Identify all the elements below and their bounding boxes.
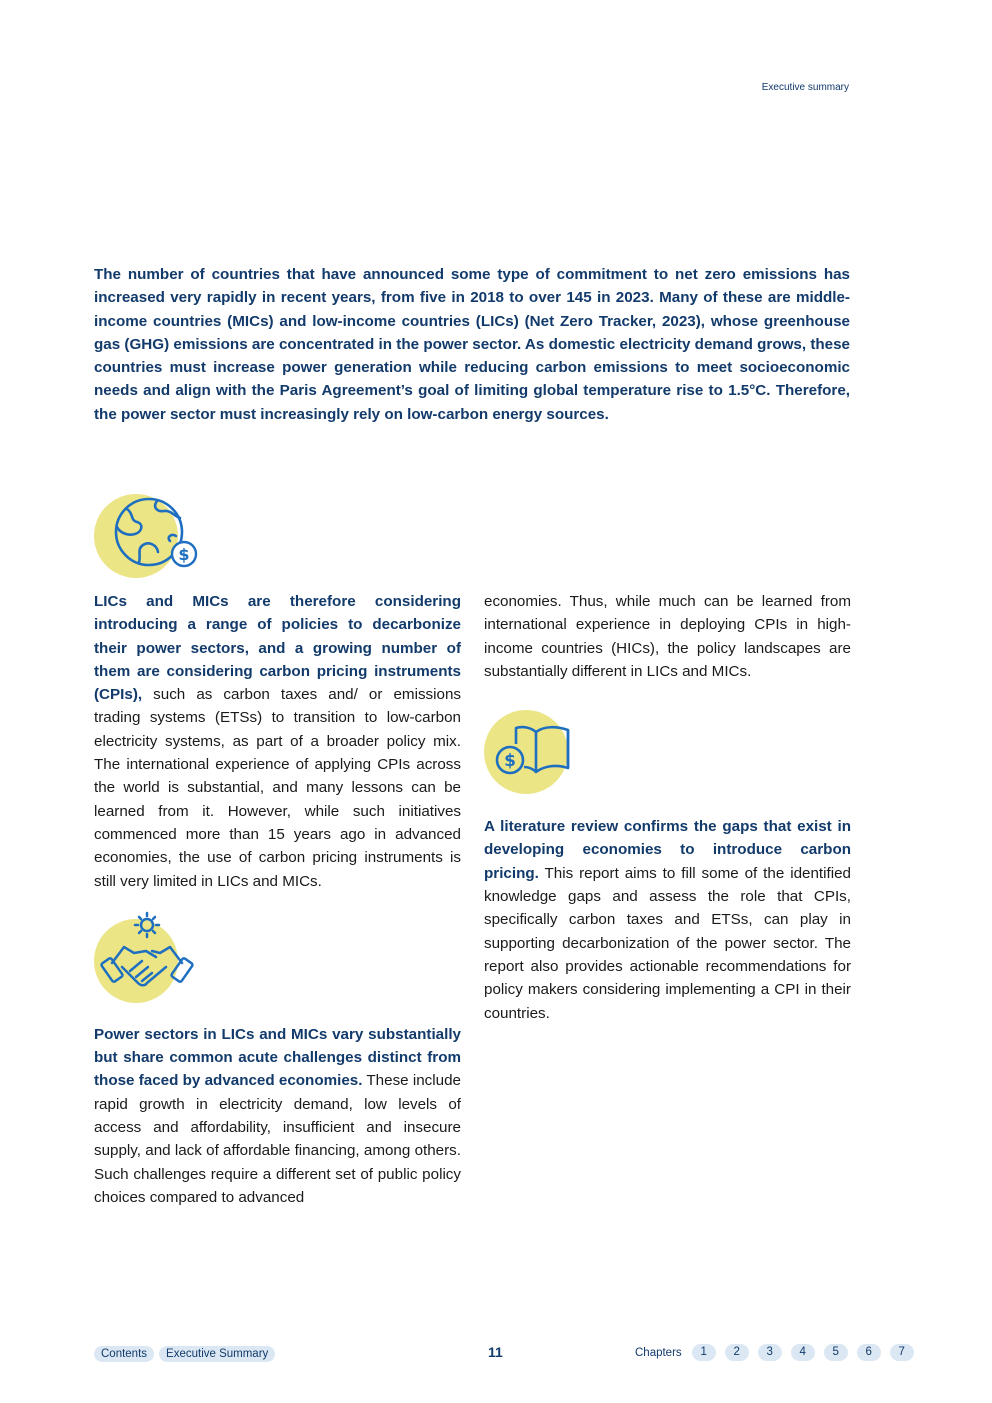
chapter-link-7[interactable]: 7 [890, 1344, 914, 1361]
literature-body: This report aims to fill some of the identified knowledge gaps and assess the role that CPIs, specifically carbon taxes and ETSs, can play in supporting decarbonization of the power sector. The report also provides actionable recommendations for policy makers considering implementing a CPI in their countries. [484, 864, 851, 1022]
literature-paragraph [484, 815, 851, 1025]
svg-text:$: $ [504, 751, 516, 772]
chapters-nav [635, 1344, 923, 1361]
left-column [94, 494, 461, 1209]
section-header: Executive summary [761, 82, 849, 93]
executive-summary-link[interactable]: Executive Summary [159, 1346, 275, 1362]
continuation-paragraph: economies. Thus, while much can be learned from international experience in deploying CPIs in high-income countries (HICs), the policy landscapes are substantially different in LICs and MICs. [484, 593, 851, 680]
chapter-link-4[interactable]: 4 [791, 1344, 815, 1361]
chapters-label: Chapters [635, 1346, 682, 1359]
chapter-link-1[interactable]: 1 [692, 1344, 716, 1361]
policies-paragraph [94, 590, 461, 893]
intro-paragraph: The number of countries that have announced some type of commitment to net zero emissions has increased very rapidly in recent years, from five in 2018 to over 145 in 2023. Many of these are middle-income countries (MICs) and low-income countries (LICs) (Net Zero Tracker, 2023), whose greenhouse gas (GHG) emissions are concentrated in the power sector. As domestic electricity demand grows, these countries must increase power generation while reducing carbon emissions to meet socioeconomic needs and align with the Paris Agreement’s goal of limiting global temperature rise to 1.5°C. Therefore, the power sector must increasingly rely on low-carbon energy sources. [94, 266, 850, 423]
policies-lead: LICs and MICs are therefore considering introducing a range of policies to decarbonize their power sectors, and a growing number of them are considering carbon pricing instruments (CPIs), [94, 593, 461, 704]
literature-lead: A literature review confirms the gaps that exist in developing economies to introduce carbon pricing. [484, 818, 851, 882]
power-sectors-body: These include rapid growth in electricity demand, low levels of access and affordability, insufficient and insecure supply, and lack of affordable financing, among others. Such challenges require a different set of public policy choices compared to advanced [94, 1072, 461, 1206]
contents-link[interactable]: Contents [94, 1346, 154, 1362]
handshake-gear-icon [94, 911, 204, 1001]
policies-body: such as carbon taxes and/ or emissions trading systems (ETSs) to transition to low-carbon electricity systems, as part of a broader policy mix. The international experience of applying CPIs across the world is substantial, and many lessons can be learned from it. However, while such initiatives commenced more than 15 years ago in advanced economies, the use of carbon pricing instruments is still very limited in LICs and MICs. [94, 686, 461, 890]
svg-text:$: $ [178, 545, 190, 564]
chapter-link-5[interactable]: 5 [824, 1344, 848, 1361]
footer [94, 1344, 924, 1364]
right-column [484, 590, 851, 1025]
page-number: 11 [488, 1344, 503, 1360]
chapter-link-6[interactable]: 6 [857, 1344, 881, 1361]
globe-dollar-icon [94, 494, 204, 584]
power-sectors-lead: Power sectors in LICs and MICs vary substantially but share common acute challenges distinct from those faced by advanced economies. [94, 1025, 461, 1090]
chapter-link-2[interactable]: 2 [725, 1344, 749, 1361]
chapter-link-3[interactable]: 3 [758, 1344, 782, 1361]
power-sectors-paragraph [94, 1023, 461, 1209]
book-dollar-icon [484, 710, 594, 800]
